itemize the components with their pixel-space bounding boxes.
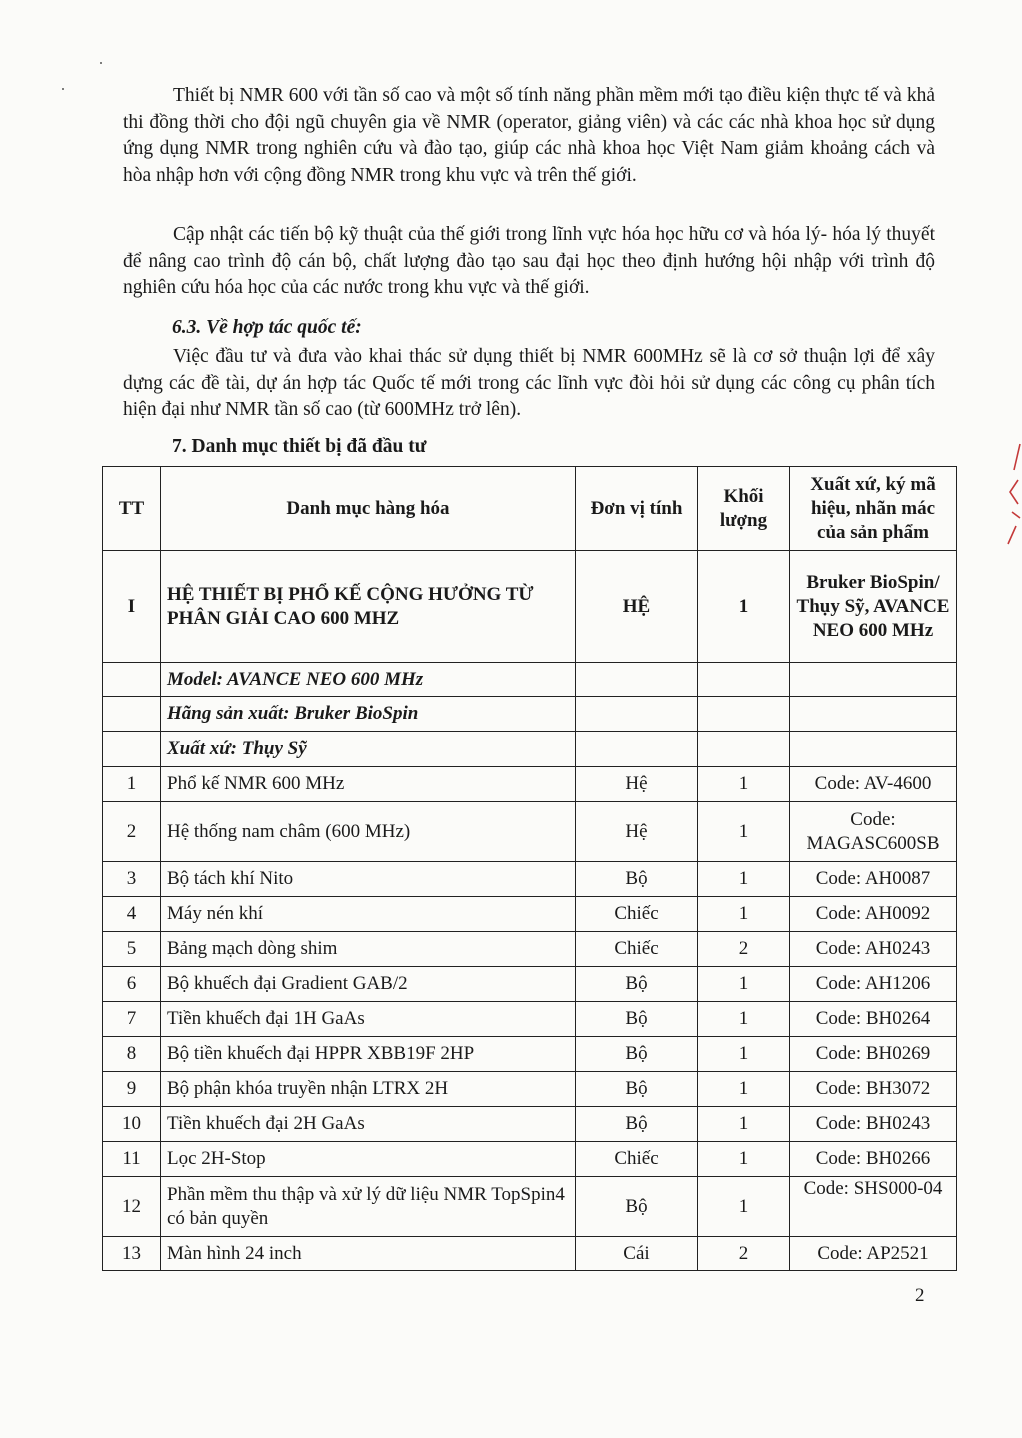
scan-speck (62, 88, 64, 90)
row-unit: Bộ (576, 862, 698, 897)
row-tt: 3 (103, 862, 161, 897)
row-code: Code: AV-4600 (790, 767, 957, 802)
row-name: Máy nén khí (161, 897, 576, 932)
table-row (103, 767, 957, 802)
table-row (103, 1107, 957, 1142)
row-code: Code: AH0092 (790, 897, 957, 932)
table-group-row (103, 551, 957, 663)
row-qty: 2 (698, 932, 790, 967)
row-unit: Bộ (576, 1177, 698, 1237)
row-qty: 1 (698, 967, 790, 1002)
table-row (103, 1002, 957, 1037)
row-code: Code: BH0269 (790, 1037, 957, 1072)
row-qty: 1 (698, 1107, 790, 1142)
row-name: Bộ tiền khuếch đại HPPR XBB19F 2HP (161, 1037, 576, 1072)
table-row (103, 802, 957, 862)
row-code: Code: BH0266 (790, 1142, 957, 1177)
group-tt: I (103, 551, 161, 663)
table-row (103, 1177, 957, 1237)
row-unit: Hệ (576, 802, 698, 862)
table-row (103, 1237, 957, 1271)
row-qty: 1 (698, 767, 790, 802)
row-code: Code: AH0087 (790, 862, 957, 897)
row-qty: 2 (698, 1237, 790, 1271)
paragraph-technical-progress: Cập nhật các tiến bộ kỹ thuật của thế giới trong lĩnh vực hóa học hữu cơ và hóa lý- hóa lý thuyết để nâng cao trình độ cán bộ, chất lượng đào tạo sau đại học theo định hướng hội nhập với trình độ nghiên cứu hóa học của các nước trong khu vực và thế giới. (123, 224, 935, 298)
meta-manufacturer: Hãng sản xuất: Bruker BioSpin (161, 697, 576, 732)
row-name: Bộ tách khí Nito (161, 862, 576, 897)
group-name: HỆ THIẾT BỊ PHỔ KẾ CỘNG HƯỞNG TỪ PHÂN GIẢI CAO 600 MHZ (161, 551, 576, 663)
row-code: Code: SHS000-04 (790, 1177, 957, 1237)
group-unit: HỆ (576, 551, 698, 663)
header-name: Danh mục hàng hóa (161, 467, 576, 551)
row-unit: Chiếc (576, 932, 698, 967)
row-name: Màn hình 24 inch (161, 1237, 576, 1271)
table-row (103, 967, 957, 1002)
row-tt: 7 (103, 1002, 161, 1037)
row-code: Code: AH1206 (790, 967, 957, 1002)
row-tt: 2 (103, 802, 161, 862)
meta-origin: Xuất xứ: Thụy Sỹ (161, 732, 576, 767)
row-tt: 10 (103, 1107, 161, 1142)
meta-model: Model: AVANCE NEO 600 MHz (161, 663, 576, 697)
row-tt: 13 (103, 1237, 161, 1271)
row-unit: Bộ (576, 1072, 698, 1107)
row-name: Tiền khuếch đại 1H GaAs (161, 1002, 576, 1037)
header-qty: Khối lượng (698, 467, 790, 551)
row-unit: Chiếc (576, 897, 698, 932)
row-name: Hệ thống nam châm (600 MHz) (161, 802, 576, 862)
row-name: Bộ khuếch đại Gradient GAB/2 (161, 967, 576, 1002)
row-tt: 4 (103, 897, 161, 932)
table-meta-row (103, 663, 957, 697)
row-code: Code: MAGASC600SB (790, 802, 957, 862)
row-unit: Bộ (576, 1107, 698, 1142)
table-row (103, 1142, 957, 1177)
row-code: Code: AH0243 (790, 932, 957, 967)
row-name: Phần mềm thu thập và xử lý dữ liệu NMR TopSpin4 có bản quyền (161, 1177, 576, 1237)
row-code: Code: BH0264 (790, 1002, 957, 1037)
scan-speck (100, 62, 102, 64)
row-tt: 5 (103, 932, 161, 967)
row-qty: 1 (698, 1002, 790, 1037)
row-name: Bộ phận khóa truyền nhận LTRX 2H (161, 1072, 576, 1107)
row-qty: 1 (698, 862, 790, 897)
header-tt: TT (103, 467, 161, 551)
row-qty: 1 (698, 897, 790, 932)
row-unit: Cái (576, 1237, 698, 1271)
row-name: Phổ kế NMR 600 MHz (161, 767, 576, 802)
group-origin: Bruker BioSpin/ Thụy Sỹ, AVANCE NEO 600 MHz (790, 551, 957, 663)
row-qty: 1 (698, 1072, 790, 1107)
table-header-row (103, 467, 957, 551)
row-qty: 1 (698, 1037, 790, 1072)
table-meta-row (103, 697, 957, 732)
table-row (103, 932, 957, 967)
row-qty: 1 (698, 1142, 790, 1177)
table-meta-row (103, 732, 957, 767)
header-origin: Xuất xứ, ký mã hiệu, nhãn mác của sản phẩm (790, 467, 957, 551)
row-qty: 1 (698, 1177, 790, 1237)
row-tt: 11 (103, 1142, 161, 1177)
row-unit: Bộ (576, 1002, 698, 1037)
row-unit: Bộ (576, 1037, 698, 1072)
row-tt: 8 (103, 1037, 161, 1072)
row-code: Code: AP2521 (790, 1237, 957, 1271)
row-tt: 9 (103, 1072, 161, 1107)
table-row (103, 862, 957, 897)
row-name: Bảng mạch dòng shim (161, 932, 576, 967)
section-6-3-heading: 6.3. Về hợp tác quốc tế: (172, 317, 362, 338)
table-row (103, 1037, 957, 1072)
page-number: 2 (915, 1285, 925, 1306)
table-row (103, 1072, 957, 1107)
row-unit: Bộ (576, 967, 698, 1002)
row-qty: 1 (698, 802, 790, 862)
row-tt: 12 (103, 1177, 161, 1237)
row-unit: Chiếc (576, 1142, 698, 1177)
paragraph-equipment-benefits: Thiết bị NMR 600 với tần số cao và một số tính năng phần mềm mới tạo điều kiện thực tế và khả thi đồng thời cho đội ngũ chuyên gia về NMR (operator, giảng viên) và các các nhà khoa học sử dụng ứng dụng NMR trong nghiên cứu và đào tạo, giúp các nhà khoa học Việt Nam giảm khoảng cách và hòa nhập hơn với cộng đồng NMR trong khu vực và trên thế giới. (123, 85, 935, 186)
row-tt: 6 (103, 967, 161, 1002)
header-unit: Đơn vị tính (576, 467, 698, 551)
row-name: Tiền khuếch đại 2H GaAs (161, 1107, 576, 1142)
section-7-heading: 7. Danh mục thiết bị đã đầu tư (172, 436, 427, 457)
table-row (103, 897, 957, 932)
row-name: Lọc 2H-Stop (161, 1142, 576, 1177)
row-code: Code: BH3072 (790, 1072, 957, 1107)
row-tt: 1 (103, 767, 161, 802)
equipment-table (102, 466, 957, 1271)
group-qty: 1 (698, 551, 790, 663)
section-6-3-text: Việc đầu tư và đưa vào khai thác sử dụng thiết bị NMR 600MHz sẽ là cơ sở thuận lợi để xây dựng các đề tài, dự án hợp tác Quốc tế mới trong các lĩnh vực đòi hỏi sử dụng các công cụ phân tích hiện đại như NMR tần số cao (từ 600MHz trở lên). (123, 346, 935, 420)
row-code: Code: BH0243 (790, 1107, 957, 1142)
row-unit: Hệ (576, 767, 698, 802)
stamp-edge-mark (1000, 440, 1022, 550)
